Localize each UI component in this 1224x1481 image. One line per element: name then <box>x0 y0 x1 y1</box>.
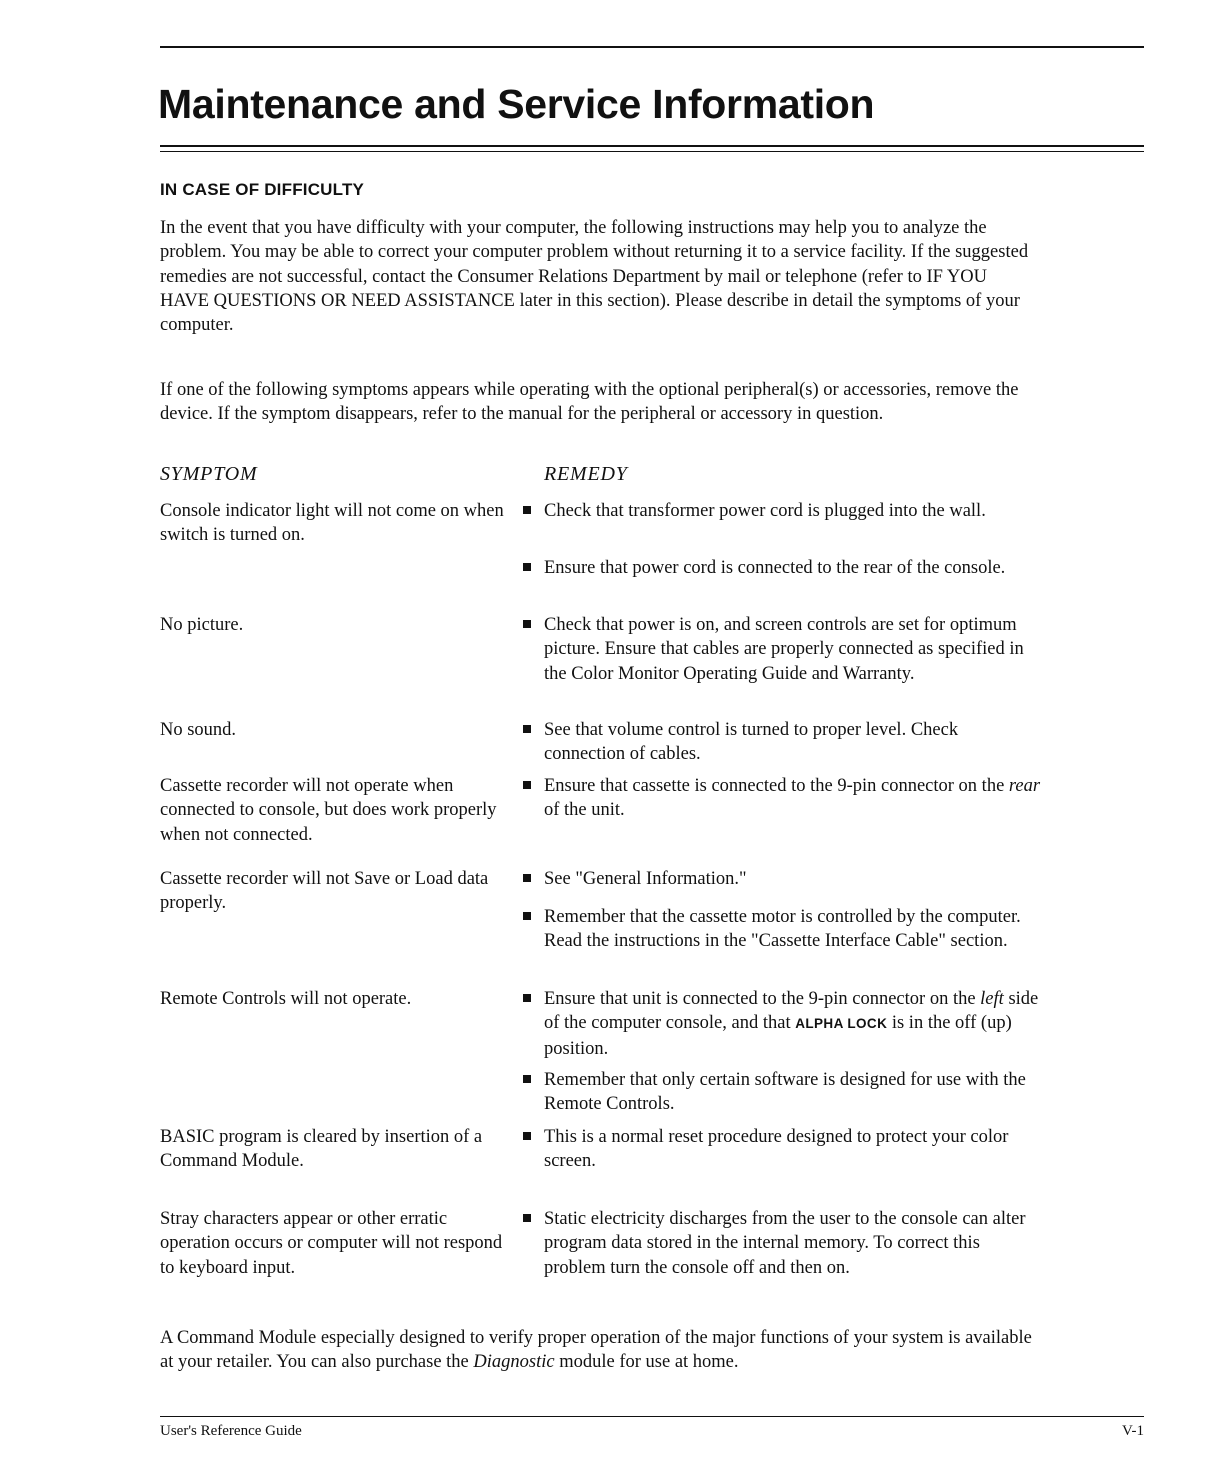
remedy-text-part: side of the computer console, and that <box>544 989 1039 1034</box>
bullet-square-icon <box>523 1075 531 1083</box>
bullet-square-icon <box>523 874 531 882</box>
remedy-text <box>544 774 1043 823</box>
remedy-text-part: Ensure that cassette is connected to the 9-pin connector on the <box>544 776 1009 796</box>
bullet-square-icon <box>523 620 531 628</box>
bullet-square-icon <box>523 781 531 789</box>
symptom-item: Cassette recorder will not operate when connected to console, but does work properly when not connected. <box>160 776 497 845</box>
bullet-square-icon <box>523 1214 531 1222</box>
remedy-text: Ensure that power cord is connected to the rear of the console. <box>544 558 1006 578</box>
bullet-square-icon <box>523 912 531 920</box>
remedy-item <box>523 613 1043 686</box>
remedy-item <box>523 499 1043 523</box>
remedy-item <box>523 718 1043 767</box>
remedy-text: Check that power is on, and screen controls are set for optimum picture. Ensure that cables are properly connected as specified in the Color Monitor Operating Guide and Warranty. <box>544 615 1024 684</box>
remedy-item <box>523 1068 1043 1117</box>
remedy-text-part: Ensure that unit is connected to the 9-pin connector on the <box>544 989 981 1009</box>
remedy-text: Remember that the cassette motor is controlled by the computer. Read the instructions in the "Cassette Interface Cable" section. <box>544 907 1021 952</box>
closing-text-part: A Command Module especially designed to verify proper operation of the major functions of your system is available at your retailer. You can also purchase the <box>160 1328 1032 1373</box>
bullet-square-icon <box>523 506 531 514</box>
remedy-text: Static electricity discharges from the user to the console can alter program data stored in the internal memory. To correct this problem turn the console off and then on. <box>544 1209 1026 1278</box>
symptom-item: Stray characters appear or other erratic operation occurs or computer will not respond to keyboard input. <box>160 1209 503 1278</box>
remedy-text: Remember that only certain software is designed for use with the Remote Controls. <box>544 1070 1026 1115</box>
footer-rule <box>160 1416 1144 1417</box>
peripheral-paragraph: If one of the following symptoms appears while operating with the optional peripheral(s) or accessories, remove the device. If the symptom disappears, refer to the manual for the peripheral or accessory in question. <box>160 380 1019 425</box>
bullet-square-icon <box>523 994 531 1002</box>
symptom-item: Cassette recorder will not Save or Load data properly. <box>160 869 489 914</box>
footer-page-number: V-1 <box>1122 1423 1144 1439</box>
remedy-column-header: REMEDY <box>544 463 628 485</box>
bullet-square-icon <box>523 1132 531 1140</box>
symptom-column-header: SYMPTOM <box>160 463 258 485</box>
remedy-text: Check that transformer power cord is plugged into the wall. <box>544 501 986 521</box>
symptom-item: Remote Controls will not operate. <box>160 989 412 1009</box>
remedy-text: This is a normal reset procedure designed to protect your color screen. <box>544 1127 1009 1172</box>
alpha-lock-key-label: ALPHA LOCK <box>795 1016 888 1032</box>
remedy-text <box>544 987 1043 1061</box>
remedy-item <box>523 987 1043 1061</box>
remedy-emphasis: rear <box>1008 776 1041 796</box>
top-rule <box>160 46 1144 48</box>
closing-paragraph <box>160 1326 1040 1375</box>
symptom-item: No picture. <box>160 615 244 635</box>
remedy-item <box>523 867 1043 891</box>
footer-guide-title: User's Reference Guide <box>160 1423 302 1439</box>
symptom-item: No sound. <box>160 720 237 740</box>
remedy-item <box>523 905 1043 954</box>
remedy-item <box>523 774 1043 823</box>
diagnostic-module-name: Diagnostic <box>473 1352 555 1373</box>
bullet-square-icon <box>523 725 531 733</box>
title-double-rule-lower <box>160 151 1144 152</box>
page-title: Maintenance and Service Information <box>158 81 875 127</box>
intro-paragraph: In the event that you have difficulty with your computer, the following instructions may help you to analyze the problem. You may be able to correct your computer problem without returning it to a service facility. If the suggested remedies are not successful, contact the Consumer Relations Department by mail or telephone (refer to IF YOU HAVE QUESTIONS OR NEED ASSISTANCE later in this section). Please describe in detail the symptoms of your computer. <box>160 218 1029 336</box>
symptom-item: Console indicator light will not come on when switch is turned on. <box>160 501 504 546</box>
remedy-emphasis: left <box>980 989 1004 1009</box>
symptom-item: BASIC program is cleared by insertion of a Command Module. <box>160 1127 483 1172</box>
remedy-text: See that volume control is turned to proper level. Check connection of cables. <box>544 720 959 765</box>
remedy-item <box>523 1207 1043 1280</box>
remedy-text-part: is in the off (up) position. <box>544 1013 1012 1059</box>
remedy-text-part: of the unit. <box>544 800 625 821</box>
bullet-square-icon <box>523 563 531 571</box>
title-double-rule-upper <box>160 145 1144 147</box>
remedy-item <box>523 1125 1043 1174</box>
section-heading: IN CASE OF DIFFICULTY <box>160 180 365 199</box>
remedy-text: See "General Information." <box>544 869 747 889</box>
closing-text-part: module for use at home. <box>554 1352 739 1373</box>
remedy-item <box>523 556 1043 580</box>
